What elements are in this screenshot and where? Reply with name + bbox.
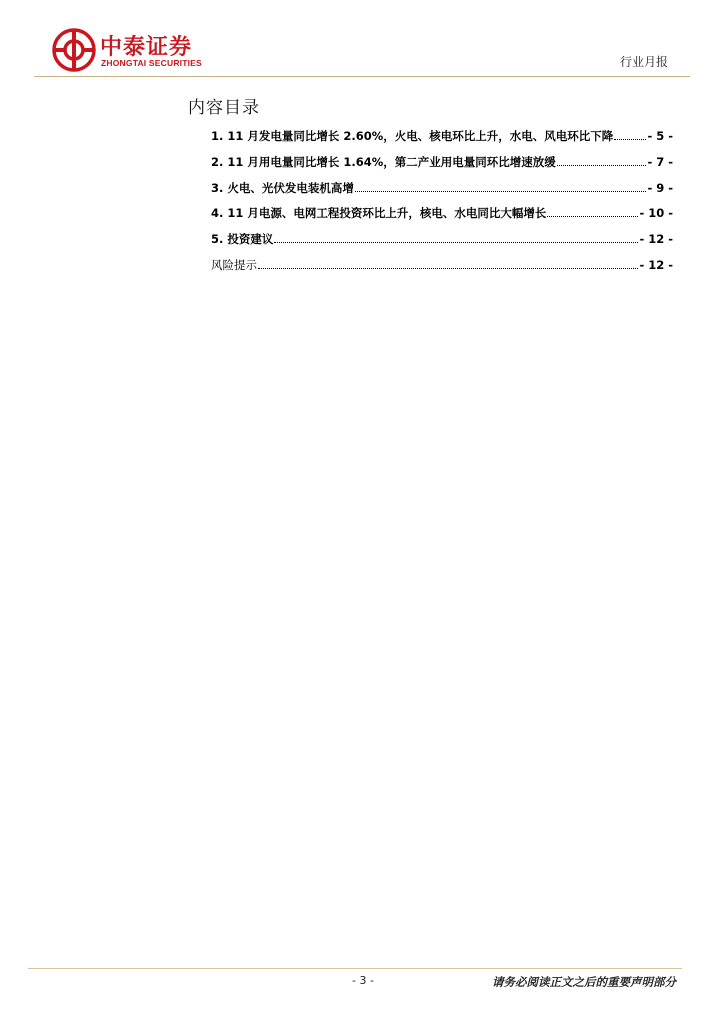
- toc-item-page: - 5 -: [647, 129, 673, 143]
- toc-leader-dots: [614, 138, 646, 140]
- report-type: 行业月报: [619, 55, 668, 69]
- page-number: - 3 -: [352, 974, 374, 987]
- toc-item-page: - 12 -: [639, 232, 673, 247]
- toc-item-text: 风险提示: [211, 257, 257, 272]
- footer-divider: [28, 968, 682, 969]
- company-logo: [52, 28, 222, 72]
- toc-item-text: 4. 11 月电源、电网工程投资环比上升，核电、水电同比大幅增长: [211, 206, 547, 221]
- toc-item-text: 5. 投资建议: [211, 232, 274, 247]
- toc-item-page: - 10 -: [639, 206, 673, 221]
- toc-item[interactable]: [211, 257, 673, 283]
- toc-item-text: 1. 11 月发电量同比增长 2.60%，火电、核电环比上升，水电、风电环比下降: [211, 129, 614, 143]
- toc-item[interactable]: [211, 180, 673, 206]
- toc-leader-dots: [557, 164, 647, 166]
- table-of-contents: [211, 128, 673, 283]
- toc-item-page: - 7 -: [647, 154, 673, 169]
- toc-title: 内容目录: [188, 98, 260, 118]
- header-divider: [34, 76, 690, 77]
- toc-item-page: - 12 -: [639, 257, 673, 272]
- toc-item[interactable]: [211, 205, 673, 231]
- toc-item[interactable]: [211, 154, 673, 180]
- toc-leader-dots: [274, 241, 638, 243]
- footer-disclaimer: 请务必阅读正文之后的重要声明部分: [492, 975, 676, 989]
- toc-leader-dots: [547, 215, 638, 217]
- brand-name-cn: 中泰证券: [100, 35, 193, 60]
- toc-item[interactable]: [211, 231, 673, 257]
- toc-item-text: 3. 火电、光伏发电装机高增: [211, 180, 354, 195]
- brand-name-en: ZHONGTAI SECURITIES: [101, 58, 202, 68]
- zhongtai-logo-icon: [52, 28, 96, 72]
- toc-item-page: - 9 -: [647, 180, 673, 195]
- toc-leader-dots: [355, 190, 647, 192]
- toc-leader-dots: [258, 267, 638, 269]
- toc-item-text: 2. 11 月用电量同比增长 1.64%，第二产业用电量同环比增速放缓: [211, 154, 556, 169]
- toc-item[interactable]: [211, 128, 673, 154]
